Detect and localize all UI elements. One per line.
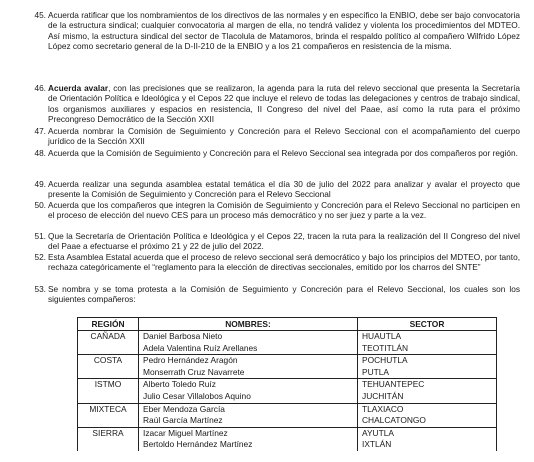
sector-cell: POCHUTLA xyxy=(358,355,497,367)
item-bold-lead: Acuerda avalar xyxy=(48,83,109,93)
item-number: 50. xyxy=(34,200,46,210)
item-number: 51. xyxy=(34,231,46,241)
agreement-47 xyxy=(34,126,520,147)
table-row xyxy=(78,391,497,403)
sector-cell: JUCHITÁN xyxy=(358,391,497,403)
table-header-row xyxy=(78,318,497,331)
region-cell xyxy=(78,367,139,379)
item-text: Se nombra y se toma protesta a la Comisión de Seguimiento y Concreción para el Relevo Seccional, los cuales son los siguientes compañeros: xyxy=(48,284,520,305)
region-cell: ISTMO xyxy=(78,379,139,391)
agreement-53 xyxy=(34,284,520,305)
agreement-51 xyxy=(34,231,520,252)
region-cell: SIERRA xyxy=(78,427,139,439)
region-cell xyxy=(78,343,139,355)
table-row xyxy=(78,331,497,343)
name-cell: Daniel Barbosa Nieto xyxy=(139,331,358,343)
table-row xyxy=(78,403,497,415)
sector-cell: HUAUTLA xyxy=(358,331,497,343)
name-cell: Julio Cesar Villalobos Aquino xyxy=(139,391,358,403)
name-cell: Alberto Toledo Ruíz xyxy=(139,379,358,391)
table-row xyxy=(78,367,497,379)
agreement-46 xyxy=(34,83,521,125)
sector-cell: TLAXIACO xyxy=(358,403,497,415)
region-cell xyxy=(78,415,139,427)
item-text: Que la Secretaría de Orientación Política e Ideológica y el Cepos 22, tracen la ruta para la realización del II Congreso del nivel del Paae a efectuarse el próximo 21 y 22 de julio del 2022. xyxy=(48,231,520,252)
sector-cell: AYUTLA xyxy=(358,427,497,439)
item-text: Acuerda realizar una segunda asamblea estatal temática el día 30 de julio del 2022 para analizar y avalar el proyecto que presente la Comisión de Seguimiento y Concreción para el Relevo Seccional xyxy=(48,179,520,200)
item-number: 45. xyxy=(34,10,46,20)
name-cell: Eber Mendoza García xyxy=(139,403,358,415)
table-row xyxy=(78,427,497,439)
name-cell: Raúl García Martínez xyxy=(139,415,358,427)
agreement-52 xyxy=(34,252,520,273)
header-names: NOMBRES: xyxy=(139,318,358,331)
sector-cell: TEOTITLÁN xyxy=(358,343,497,355)
agreement-50 xyxy=(34,200,520,221)
name-cell: Monserrath Cruz Navarrete xyxy=(139,367,358,379)
table-row xyxy=(78,439,497,451)
sector-cell: IXTLÁN xyxy=(358,439,497,451)
item-number: 47. xyxy=(34,126,46,136)
name-cell: Pedro Hernández Aragón xyxy=(139,355,358,367)
name-cell: Adela Valentina Ruíz Arellanes xyxy=(139,343,358,355)
region-cell xyxy=(78,439,139,451)
agreement-48 xyxy=(34,148,520,158)
item-text-rest: , con las precisiones que se realizaron, la agenda para la ruta del relevo seccional que presenta la Secretaría de Orientación Política e Ideológica y el Cepos 22 que incluye el relevo de todas las delegaciones y centros de trabajo sindical, los organismos auxiliares y espacios en resistencia, II Congreso del nivel del Paae, así como la ruta para el próximo Precongreso Democrático de la Sección XXII xyxy=(48,83,521,125)
agreement-45 xyxy=(34,10,520,52)
table-row xyxy=(78,415,497,427)
region-cell: CAÑADA xyxy=(78,331,139,343)
item-text: Acuerda que los compañeros que integren la Comisión de Seguimiento y Concreción para el Relevo Seccional no participen en el proceso de elección del nuevo CES para un proceso más democrático y no ser juez y parte a la vez. xyxy=(48,200,520,221)
name-cell: Bertoldo Hernández Martínez xyxy=(139,439,358,451)
header-region: REGIÓN xyxy=(78,318,139,331)
sector-cell: CHALCATONGO xyxy=(358,415,497,427)
item-text: Acuerda que la Comisión de Seguimiento y Concreción para el Relevo Seccional sea integrada por dos compañeros por región. xyxy=(48,148,518,158)
item-text xyxy=(48,83,520,125)
table-row xyxy=(78,379,497,391)
commission-table xyxy=(77,317,497,451)
table-row xyxy=(78,343,497,355)
item-text: Esta Asamblea Estatal acuerda que el proceso de relevo seccional será democrático y bajo los principios del MDTEO, por tanto, rechaza categóricamente el “reglamento para la elección de directivas seccionales, emitido por los charros del SNTE” xyxy=(48,252,520,273)
item-number: 49. xyxy=(34,179,46,189)
header-sector: SECTOR xyxy=(358,318,497,331)
region-cell: MIXTECA xyxy=(78,403,139,415)
region-cell: COSTA xyxy=(78,355,139,367)
item-number: 46. xyxy=(34,83,46,93)
agreement-49 xyxy=(34,179,520,200)
table-row xyxy=(78,355,497,367)
region-cell xyxy=(78,391,139,403)
item-number: 53. xyxy=(34,284,46,294)
name-cell: Izacar Miguel Martínez xyxy=(139,427,358,439)
item-text: Acuerda ratificar que los nombramientos de los directivos de las normales y en específico la ENBIO, debe ser bajo convocatoria de la estructura sindical; cualquier convocatoria al margen de ella, no tendrá validez y violenta los procedimientos del MDTEO. Así mismo, la estructura sindical del sector de Tlacolula de Matamoros, brinda el respaldo político al compañero Wilfrido López López como secretario general de la D-II-210 de la ENBIO y a los 21 compañeros en resistencia de la misma. xyxy=(48,10,520,52)
sector-cell: TEHUANTEPEC xyxy=(358,379,497,391)
item-number: 52. xyxy=(34,252,46,262)
item-number: 48. xyxy=(34,148,46,158)
sector-cell: PUTLA xyxy=(358,367,497,379)
item-text: Acuerda nombrar la Comisión de Seguimiento y Concreción para el Relevo Seccional con el acompañamiento del cuerpo jurídico de la Sección XXII xyxy=(48,126,520,147)
